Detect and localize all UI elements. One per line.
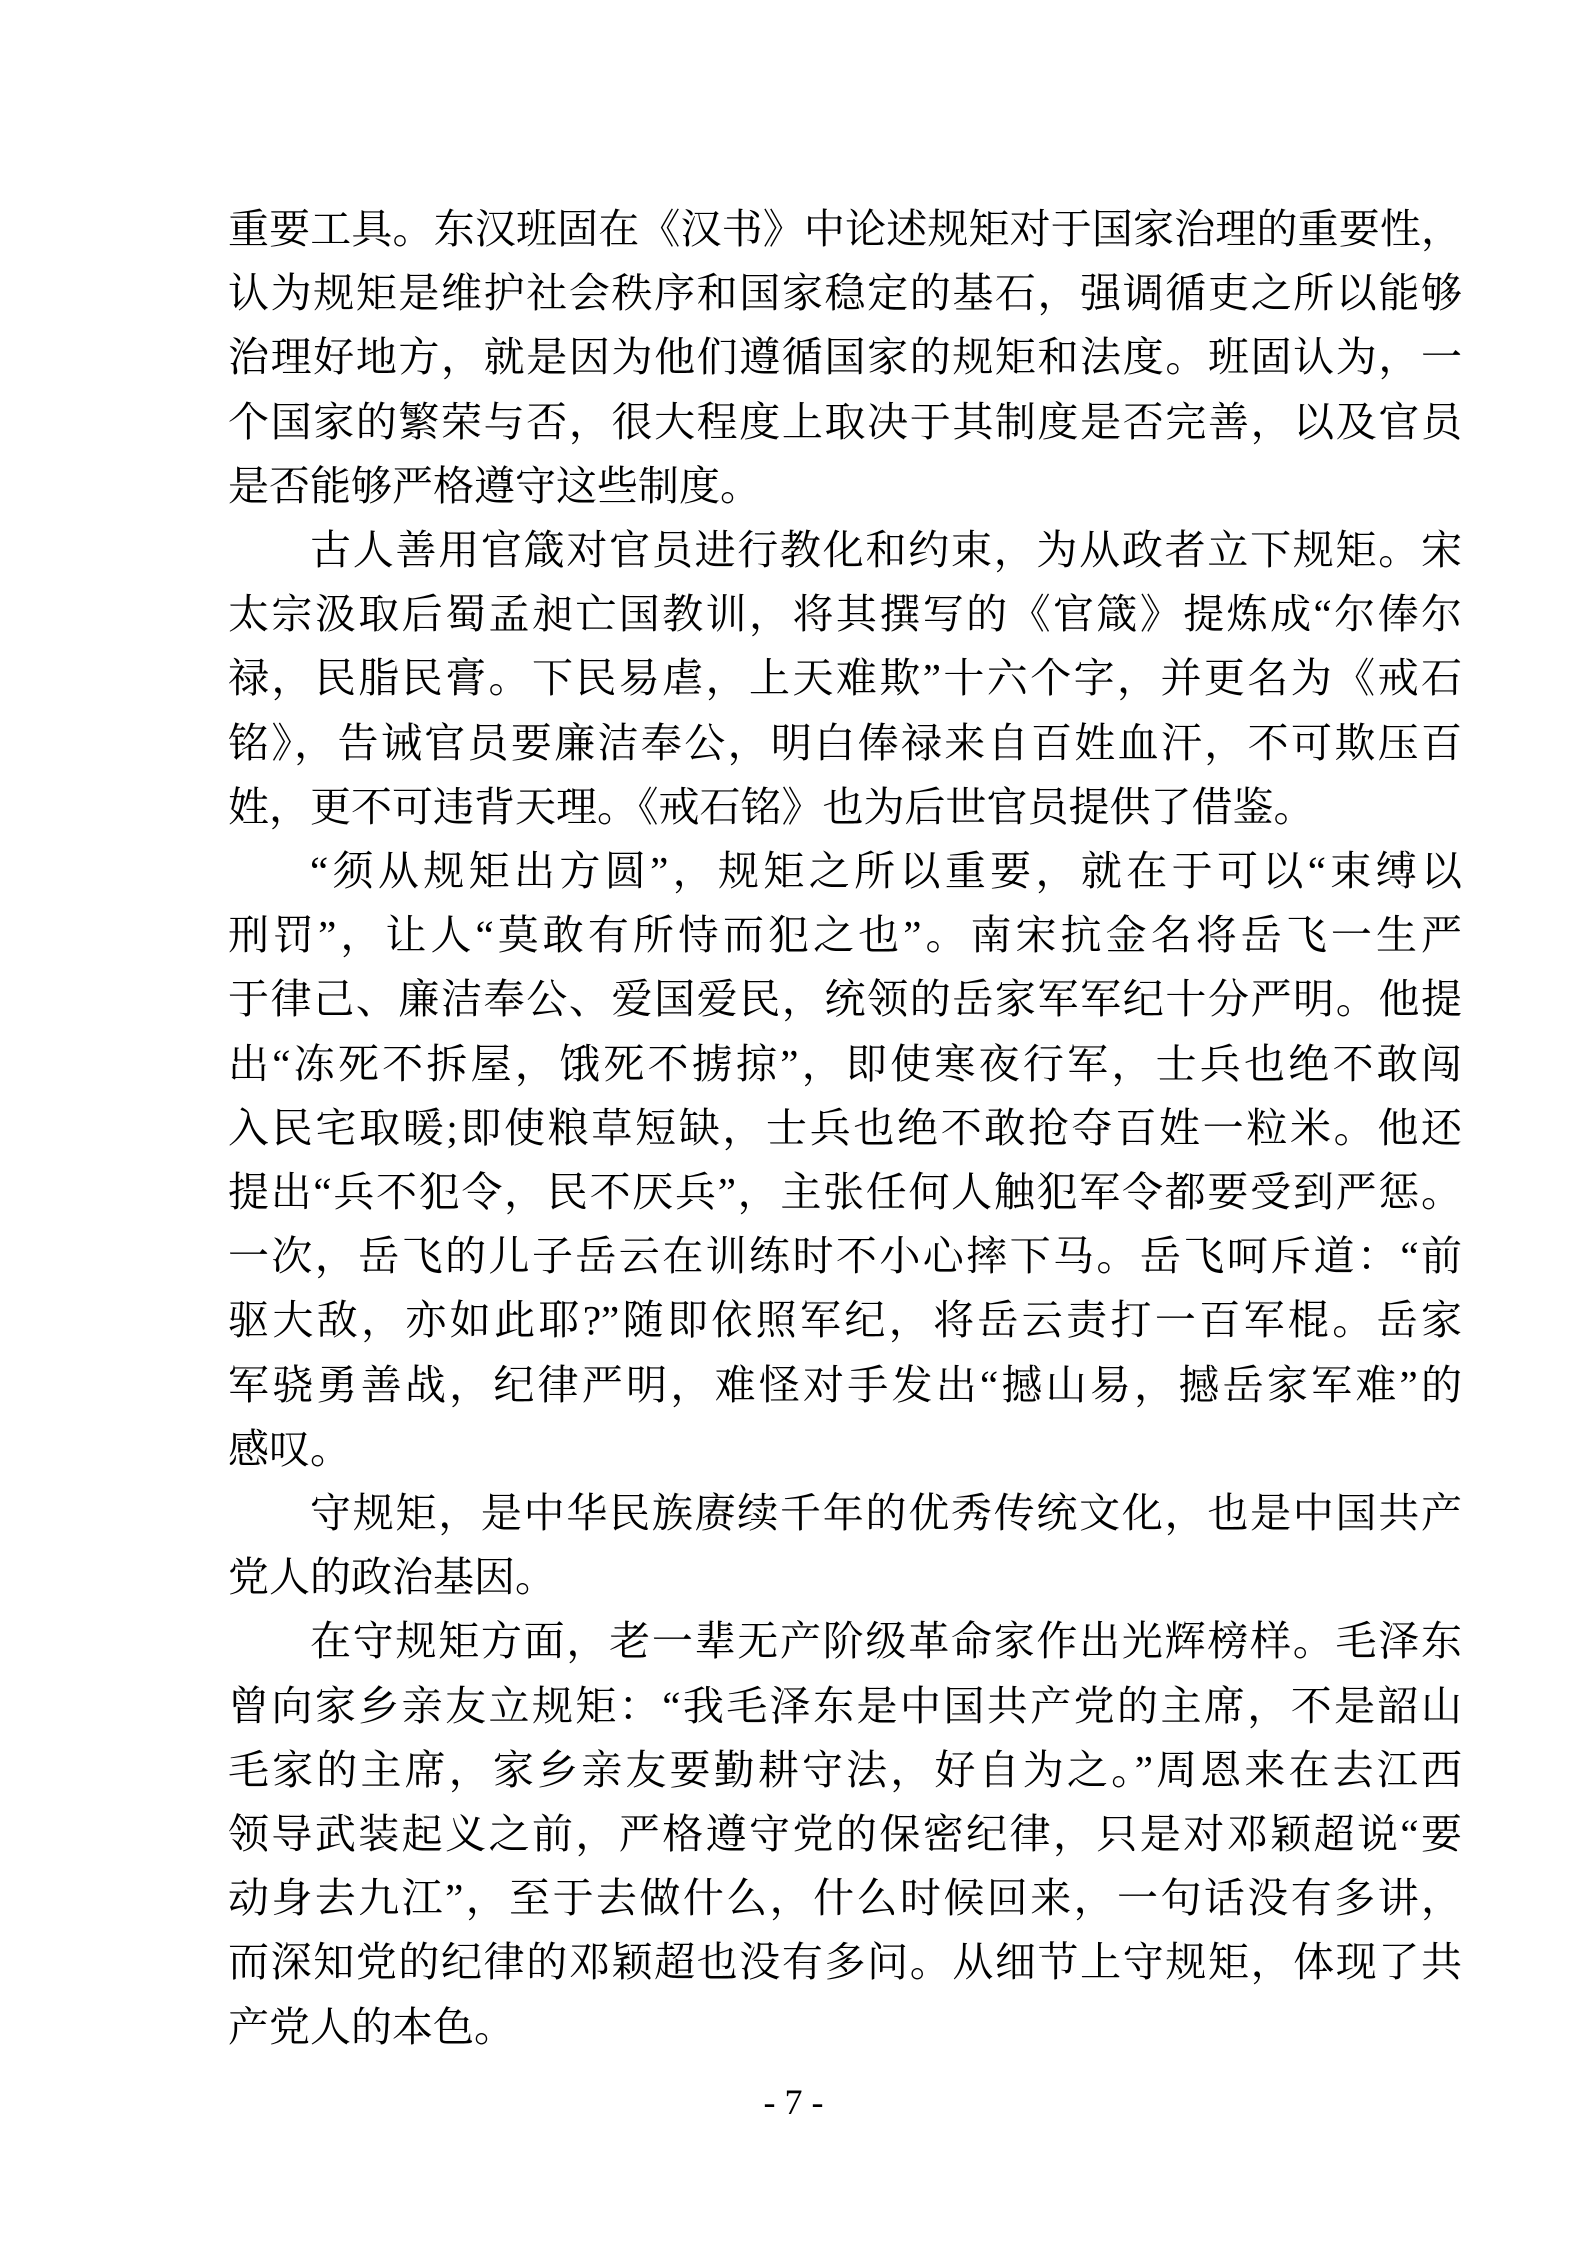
- text-line: 是否能够严格遵守这些制度。: [228, 462, 761, 509]
- text-line: 一次，岳飞的儿子岳云在训练时不小心摔下马。岳飞呵斥道：“前: [228, 1233, 1462, 1280]
- text-line: 领导武装起义之前，严格遵守党的保密纪律，只是对邓颖超说“要: [228, 1811, 1462, 1858]
- text-line: 动身去九江”，至于去做什么，什么时候回来，一句话没有多讲，: [228, 1875, 1462, 1922]
- text-line: 在守规矩方面，老一辈无产阶级革命家作出光辉榜样。毛泽东: [310, 1618, 1462, 1665]
- text-line: “须从规矩出方圆”，规矩之所以重要，就在于可以“束缚以: [310, 848, 1462, 895]
- text-line: 军骁勇善战，纪律严明，难怪对手发出“撼山易，撼岳家军难”的: [228, 1361, 1462, 1408]
- text-line: 刑罚”，让人“莫敢有所恃而犯之也”。南宋抗金名将岳飞一生严: [228, 912, 1462, 959]
- body-text: [228, 197, 1462, 2059]
- text-line: 出“冻死不拆屋，饿死不掳掠”，即使寒夜行军，士兵也绝不敢闯: [228, 1040, 1462, 1087]
- text-line: 而深知党的纪律的邓颖超也没有多问。从细节上守规矩，体现了共: [228, 1939, 1462, 1986]
- text-line: 认为规矩是维护社会秩序和国家稳定的基石，强调循吏之所以能够: [228, 270, 1462, 317]
- text-line: 古人善用官箴对官员进行教化和约束，为从政者立下规矩。宋: [310, 527, 1462, 574]
- page-number: - 7 -: [763, 2082, 824, 2122]
- text-line: 个国家的繁荣与否，很大程度上取决于其制度是否完善，以及官员: [228, 398, 1462, 445]
- text-line: 提出“兵不犯令，民不厌兵”，主张任何人触犯军令都要受到严惩。: [228, 1169, 1462, 1216]
- text-line: 毛家的主席，家乡亲友要勤耕守法，好自为之。”周恩来在去江西: [228, 1746, 1462, 1793]
- text-line: 禄，民脂民膏。下民易虐，上天难欺”十六个字，并更名为《戒石: [228, 655, 1462, 702]
- text-line: 治理好地方，就是因为他们遵循国家的规矩和法度。班固认为，一: [228, 334, 1462, 381]
- text-line: 守规矩，是中华民族赓续千年的优秀传统文化，也是中国共产: [310, 1490, 1462, 1537]
- text-line: 曾向家乡亲友立规矩：“我毛泽东是中国共产党的主席，不是韶山: [228, 1682, 1462, 1729]
- text-line: 太宗汲取后蜀孟昶亡国教训，将其撰写的《官箴》提炼成“尔俸尔: [228, 591, 1462, 638]
- text-line: 驱大敌，亦如此耶?”随即依照军纪，将岳云责打一百军棍。岳家: [228, 1297, 1462, 1344]
- text-line: 党人的政治基因。: [228, 1554, 556, 1601]
- text-line: 重要工具。东汉班固在《汉书》中论述规矩对于国家治理的重要性，: [228, 206, 1462, 252]
- text-line: 感叹。: [228, 1425, 351, 1472]
- text-line: 于律己、廉洁奉公、爱国爱民，统领的岳家军军纪十分严明。他提: [228, 976, 1462, 1023]
- text-line: 姓，更不可违背天理。《戒石铭》也为后世官员提供了借鉴。: [228, 783, 1315, 830]
- text-line: 入民宅取暖;即使粮草短缺，士兵也绝不敢抢夺百姓一粒米。他还: [228, 1104, 1462, 1151]
- text-line: 铭》，告诫官员要廉洁奉公，明白俸禄来自百姓血汗，不可欺压百: [228, 719, 1462, 766]
- text-line: 产党人的本色。: [228, 2003, 515, 2050]
